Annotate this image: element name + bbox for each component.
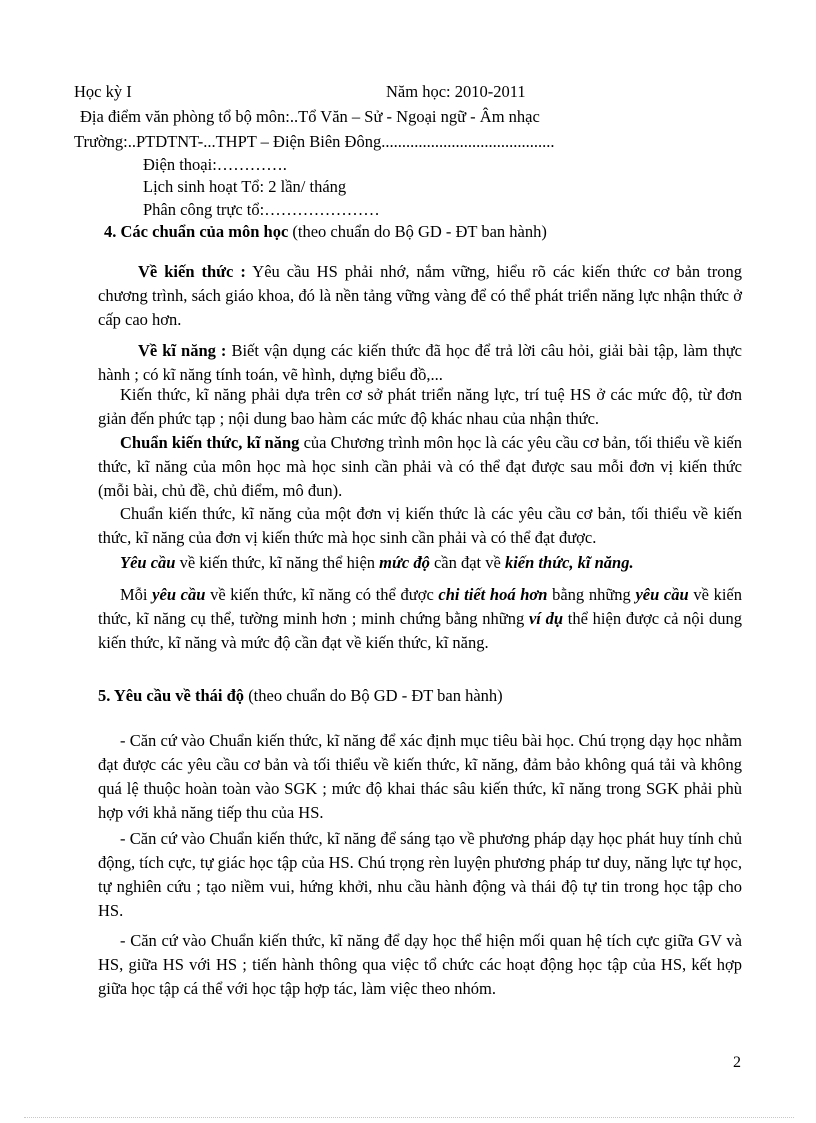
detail-term-more-detailed: chi tiết hoá hơn xyxy=(438,585,548,604)
section-5-heading xyxy=(98,686,503,706)
detail-term-example: ví dụ xyxy=(528,609,564,628)
detail-text-1: Mỗi xyxy=(120,585,153,604)
attitude-item-1: - Căn cứ vào Chuẩn kiến thức, kĩ năng để xác định mục tiêu bài học. Chú trọng dạy học nhằm đạt được các yêu cầu cơ bản và tối thiểu về kiến thức, kĩ năng, đảm bảo không quá tải và không quá lệ thuộc hoàn toàn vào SGK ; mức độ khai thác sâu kiến thức, kĩ năng trong SGK phải phù hợp với khả năng tiếp thu của HS. xyxy=(98,731,742,822)
skills-text: Biết vận dụng các kiến thức đã học để trả lời câu hỏi, giải bài tập, làm thực hành ; có kĩ năng tính toán, vẽ hình, dựng biểu đồ,... xyxy=(98,341,742,384)
skills-paragraph xyxy=(98,339,742,387)
section-4-heading xyxy=(104,222,547,242)
semester-label: Học kỳ I xyxy=(74,82,132,101)
detail-text-2: về kiến thức, kĩ năng có thể được xyxy=(205,585,439,604)
detail-paragraph xyxy=(98,583,742,655)
knowledge-text: Yêu cầu HS phải nhớ, nắm vững, hiểu rõ các kiến thức cơ bản trong chương trình, sách giáo khoa, đó là nền tảng vững vàng để có thể phát triển năng lực nhận thức ở cấp cao hơn. xyxy=(98,262,742,329)
requirement-text-1: về kiến thức, kĩ năng thể hiện xyxy=(175,553,380,572)
detail-text-4: về kiến thức, kĩ năng cụ thể, tường minh hơn ; minh chứng bằng những xyxy=(98,585,742,628)
footer-divider xyxy=(24,1117,794,1118)
standard-label: Chuẩn kiến thức, kĩ năng xyxy=(120,433,300,452)
requirement-text-2: cần đạt về xyxy=(429,553,505,572)
unit-paragraph: Chuẩn kiến thức, kĩ năng của một đơn vị kiến thức là các yêu cầu cơ bản, tối thiểu về kiến thức, kĩ năng của đơn vị kiến thức mà học sinh cần phải và có thể đạt được. xyxy=(98,504,742,547)
attitude-item-2: - Căn cứ vào Chuẩn kiến thức, kĩ năng để sáng tạo về phương pháp dạy học phát huy tính chủ động, tích cực, tự giác học tập của HS. Chú trọng rèn luyện phương pháp tư duy, năng lực tự học, tự nghiên cứu ; tạo niềm vui, hứng khởi, nhu cầu hành động và thái độ tự tin trong học tập cho HS. xyxy=(98,829,742,920)
knowledge-skills-term: kiến thức, kĩ năng. xyxy=(504,553,634,572)
attitude-item-3: - Căn cứ vào Chuẩn kiến thức, kĩ năng để dạy học thể hiện mối quan hệ tích cực giữa GV và HS, giữa HS với HS ; tiến hành thông qua việc tổ chức các hoạt động học tập của HS, kết hợp giữa học tập cá thể với học tập hợp tác, làm việc theo nhóm. xyxy=(98,931,742,998)
page-number: 2 xyxy=(733,1054,741,1071)
school-year: Năm học: 2010-2011 xyxy=(386,82,526,101)
section-5-subtitle: (theo chuẩn do Bộ GD - ĐT ban hành) xyxy=(244,686,503,705)
section-5-title: 5. Yêu cầu về thái độ xyxy=(98,686,245,705)
detail-text-3: bằng những xyxy=(547,585,636,604)
school-name: Trường:..PTDTNT-...THPT – Điện Biên Đông.......................................... xyxy=(74,132,555,151)
section-4-subtitle: (theo chuẩn do Bộ GD - ĐT ban hành) xyxy=(288,222,547,241)
knowledge-paragraph xyxy=(98,260,742,332)
standard-text: của Chương trình môn học là các yêu cầu cơ bản, tối thiểu về kiến thức, kĩ năng của môn học mà học sinh cần phải và có thể đạt được sau mỗi đơn vị kiến thức (mỗi bài, chủ đề, chủ điểm, mô đun). xyxy=(98,433,742,500)
level-term: mức độ xyxy=(379,553,430,572)
knowledge-label: Về kiến thức : xyxy=(138,262,246,281)
requirement-term: Yêu cầu xyxy=(120,553,176,572)
section-4-title: 4. Các chuẩn của môn học xyxy=(104,222,289,241)
basis-paragraph: Kiến thức, kĩ năng phải dựa trên cơ sở phát triển năng lực, trí tuệ HS ở các mức độ, từ đơn giản đến phức tạp ; nội dung bao hàm các mức độ khác nhau của nhận thức. xyxy=(98,385,742,428)
requirement-paragraph xyxy=(98,551,742,575)
detail-text-5: thể hiện được cả nội dung kiến thức, kĩ năng và mức độ cần đạt về kiến thức, kĩ năng. xyxy=(98,609,742,652)
skills-label: Về kĩ năng : xyxy=(138,341,227,360)
meeting-schedule: Lịch sinh hoạt Tổ: 2 lần/ tháng xyxy=(143,177,347,196)
office-location: Địa điểm văn phòng tổ bộ môn:..Tổ Văn – Sử - Ngoại ngữ - Âm nhạc xyxy=(80,107,540,126)
duty-assignment: Phân công trực tổ:………………… xyxy=(143,200,380,219)
detail-term-requirement-2: yêu cầu xyxy=(635,585,689,604)
phone-line: Điện thoại:…………. xyxy=(143,155,287,174)
detail-term-requirement: yêu cầu xyxy=(152,585,206,604)
standard-paragraph xyxy=(98,431,742,503)
